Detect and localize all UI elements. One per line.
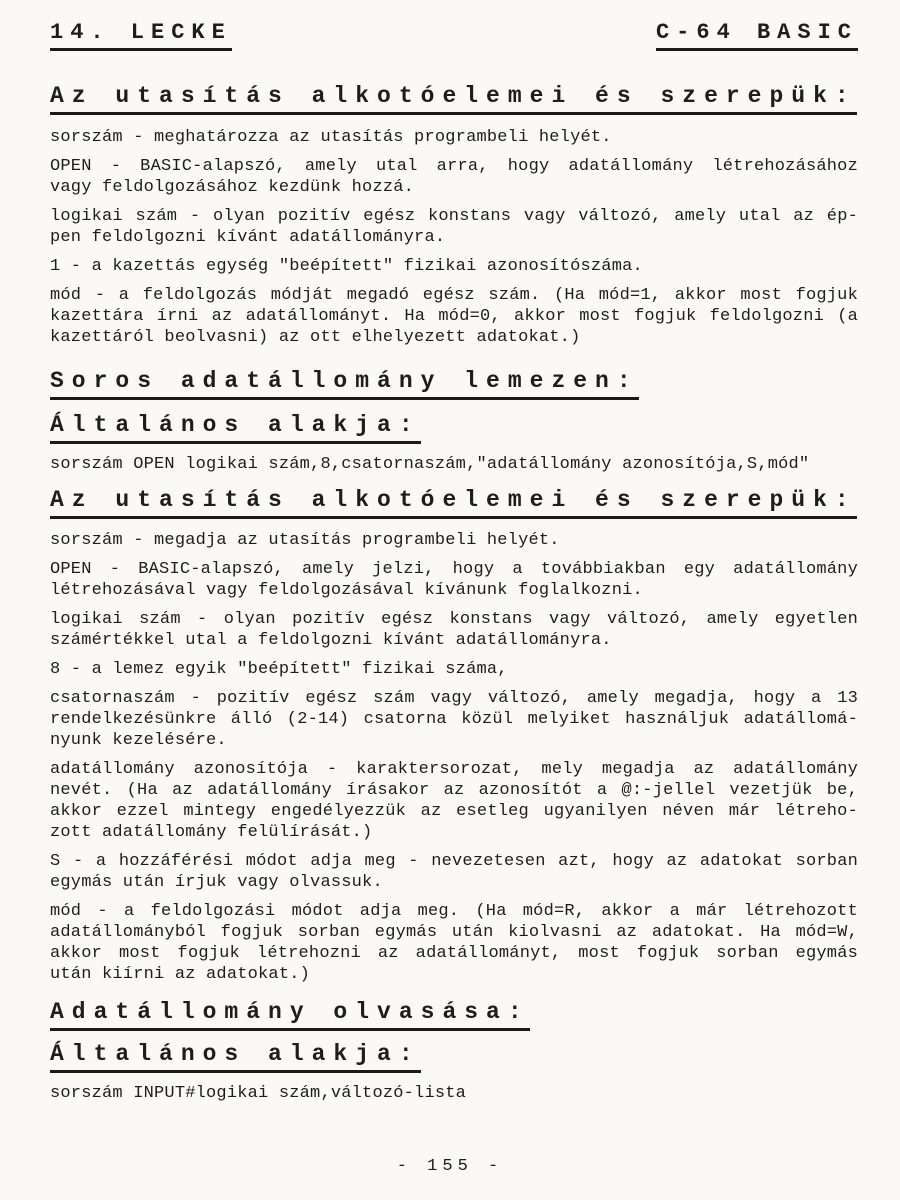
section-heading-file-reading: Adatállomány olvasása: [50,1001,858,1031]
paragraph-line: után kiírni az adatokat.) [50,965,311,984]
paragraph-line: nevét. (Ha az adatállomány írásakor az azonosítót a @:-jellel vezetjük be, [50,781,858,800]
paragraph-line: mód - a feldolgozási módot adja meg. (Ha mód=R, akkor a már létrehozott [50,902,858,921]
paragraph [50,206,858,248]
syntax-line-open [50,454,858,475]
paragraph [50,901,858,985]
paragraph-line: kazettára írni az adatállományt. Ha mód=0, akkor most fogjuk feldolgozni (a [50,307,858,326]
paragraph-line: nyunk kezelésére. [50,731,227,750]
paragraph [50,609,858,651]
paragraph [50,530,858,551]
paragraph [50,759,858,843]
paragraph-line: rendelkezésünkre álló (2-14) csatorna közül melyiket használjuk adatállomá- [50,710,858,729]
paragraph [50,559,858,601]
paragraph [50,659,858,680]
paragraph-line: sorszám INPUT#logikai szám,változó-lista [50,1084,467,1103]
paragraph-line: vagy feldolgozásához kezdünk hozzá. [50,178,415,197]
paragraph-line: 8 - a lemez egyik "beépített" fizikai száma, [50,660,508,679]
paragraph-line: sorszám - meghatározza az utasítás programbeli helyét. [50,128,612,147]
paragraph-line: pen feldolgozni kívánt adatállományra. [50,228,446,247]
page-header [50,20,858,51]
paragraph-line: logikai szám - olyan pozitív egész konstans vagy változó, amely utal az ép- [50,207,858,226]
paragraph-line: létrehozásával vagy feldolgozásával kívánunk foglalkozni. [50,581,643,600]
paragraph-line: mód - a feldolgozás módját megadó egész szám. (Ha mód=1, akkor most fogjuk [50,286,858,305]
paragraph-line: 1 - a kazettás egység "beépített" fizikai azonosítószáma. [50,257,643,276]
paragraph [50,256,858,277]
paragraph [50,285,858,348]
header-book-title: C-64 BASIC [656,20,858,51]
section-heading-general-form-2: Általános alakja: [50,1043,858,1073]
paragraph-line: sorszám - megadja az utasítás programbeli helyét. [50,531,560,550]
paragraph-line: számértékkel utal a feldolgozni kívánt adatállományra. [50,631,612,650]
paragraph [50,156,858,198]
section-heading-components-1: Az utasítás alkotóelemei és szerepük: [50,85,858,115]
paragraph-line: logikai szám - olyan pozitív egész konstans vagy változó, amely egyetlen [50,610,858,629]
page-number: - 155 - [396,1157,504,1176]
paragraph [50,851,858,893]
section-heading-components-2: Az utasítás alkotóelemei és szerepük: [50,489,858,519]
paragraph-line: akkor ezzel mintegy engedélyezzük az esetleg ugyanilyen néven már létreho- [50,802,858,821]
paragraph-line: zott adatállomány felülírását.) [50,823,373,842]
paragraph-line: akkor most fogjuk létrehozni az adatállományt, most fogjuk sorban egymás [50,944,858,963]
paragraph-line: S - a hozzáférési módot adja meg - nevezetesen azt, hogy az adatokat sorban [50,852,858,871]
paragraph-line: OPEN - BASIC-alapszó, amely jelzi, hogy a továbbiakban egy adatállomány [50,560,858,579]
paragraph-line: egymás után írjuk vagy olvassuk. [50,873,383,892]
paragraph-line: sorszám OPEN logikai szám,8,csatornaszám,"adatállomány azonosítója,S,mód" [50,455,810,474]
paragraph-line: OPEN - BASIC-alapszó, amely utal arra, hogy adatállomány létrehozásához [50,157,858,176]
paragraph-line: adatállományból fogjuk sorban egymás után kiolvasni az adatokat. Ha mód=W, [50,923,858,942]
section-heading-general-form-1: Általános alakja: [50,414,858,444]
paragraph-line: adatállomány azonosítója - karaktersorozat, mely megadja az adatállomány [50,760,858,779]
paragraph [50,127,858,148]
paragraph [50,688,858,751]
section-heading-serial-file-disk: Soros adatállomány lemezen: [50,370,858,400]
paragraph-line: csatornaszám - pozitív egész szám vagy változó, amely megadja, hogy a 13 [50,689,858,708]
header-lesson-title: 14. LECKE [50,20,232,51]
syntax-line-input [50,1083,858,1104]
paragraph-line: kazettáról beolvasni) az ott elhelyezett adatokat.) [50,328,581,347]
